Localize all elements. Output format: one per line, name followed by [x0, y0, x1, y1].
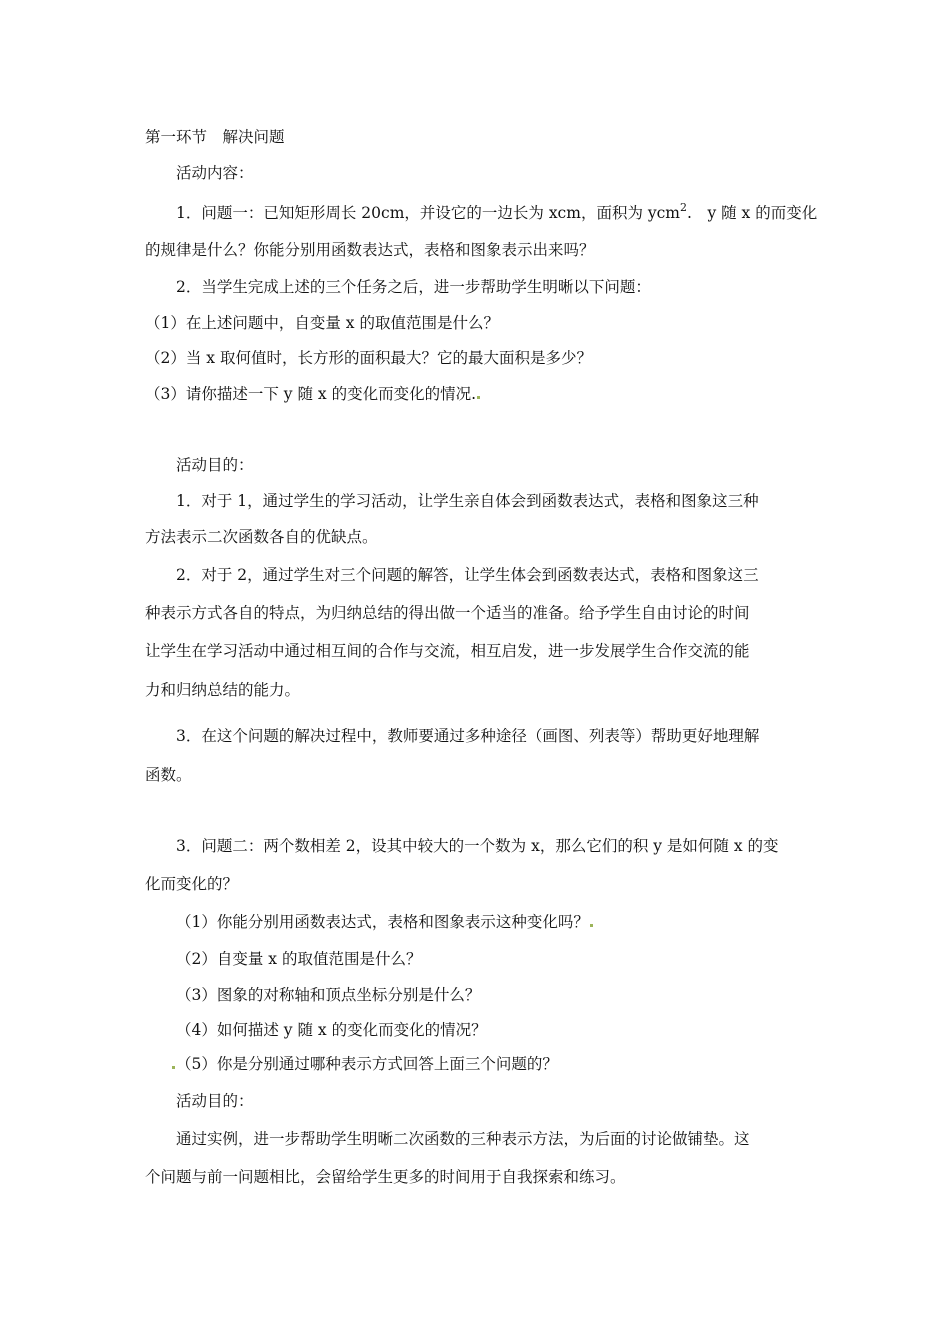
purpose-2-line-1: 2．对于 2，通过学生对三个问题的解答，让学生体会到函数表达式，表格和图象这三: [176, 566, 759, 584]
question-one-line-2: 的规律是什么？你能分别用函数表达式，表格和图象表示出来吗？: [145, 241, 595, 259]
activity-content-label: 活动内容：: [176, 164, 254, 182]
activity-purpose-label-1: 活动目的：: [176, 456, 254, 474]
question-one-line-1: [176, 203, 817, 225]
sub-question-2: （2）当 x 取何值时，长方形的面积最大？它的最大面积是多少？: [145, 349, 592, 367]
purpose-3-line-2: 函数。: [145, 766, 192, 784]
purpose-2-line-4: 力和归纳总结的能力。: [145, 681, 301, 699]
q3-sub-1: [176, 912, 593, 932]
question-two: 2．当学生完成上述的三个任务之后，进一步帮助学生明晰以下问题：: [176, 278, 651, 296]
question-one-text: 1．问题一：已知矩形周长 20cm，并设它的一边长为 xcm，面积为 ycm: [176, 204, 681, 222]
sub-question-1: （1）在上述问题中，自变量 x 的取值范围是什么？: [145, 314, 499, 332]
q3-sub-2: （2）自变量 x 的取值范围是什么？: [176, 950, 422, 968]
question-three-line-1: 3．问题二：两个数相差 2，设其中较大的一个数为 x，那么它们的积 y 是如何随 x 的变: [176, 837, 779, 855]
purpose-final-line-1: 通过实例，进一步帮助学生明晰二次函数的三种表示方法，为后面的讨论做铺垫。这: [176, 1130, 750, 1148]
purpose-2-line-2: 种表示方式各自的特点，为归纳总结的得出做一个适当的准备。给予学生自由讨论的时间: [145, 604, 750, 622]
activity-purpose-label-2: 活动目的：: [176, 1092, 254, 1110]
purpose-final-line-2: 个问题与前一问题相比，会留给学生更多的时间用于自我探索和练习。: [145, 1168, 626, 1186]
sub-question-3: [145, 384, 480, 404]
q3-sub-4: （4）如何描述 y 随 x 的变化而变化的情况？: [176, 1021, 487, 1039]
superscript-exponent: 2: [680, 201, 688, 214]
question-one-tail: . y 随 x 的而变化: [687, 204, 818, 222]
marker-dot: [172, 1066, 175, 1069]
purpose-2-line-3: 让学生在学习活动中通过相互间的合作与交流，相互启发，进一步发展学生合作交流的能: [145, 642, 750, 660]
marker-dot: [590, 924, 593, 927]
purpose-1-line-2: 方法表示二次函数各自的优缺点。: [145, 528, 378, 546]
purpose-1-line-1: 1．对于 1，通过学生的学习活动，让学生亲自体会到函数表达式，表格和图象这三种: [176, 492, 759, 510]
q3-sub-1-text: （1）你能分别用函数表达式，表格和图象表示这种变化吗？: [176, 913, 589, 931]
q3-sub-3: （3）图象的对称轴和顶点坐标分别是什么？: [176, 986, 481, 1004]
purpose-3-line-1: 3．在这个问题的解决过程中，教师要通过多种途径（画图、列表等）帮助更好地理解: [176, 727, 760, 745]
q3-sub-5-text: （5）你是分别通过哪种表示方式回答上面三个问题的？: [176, 1055, 558, 1073]
question-three-line-2: 化而变化的？: [145, 875, 239, 893]
q3-sub-5: [172, 1054, 558, 1074]
sub-question-3-text: （3）请你描述一下 y 随 x 的变化而变化的情况.: [145, 385, 476, 403]
section-title: 第一环节 解决问题: [145, 128, 285, 146]
marker-dot: [477, 396, 480, 399]
